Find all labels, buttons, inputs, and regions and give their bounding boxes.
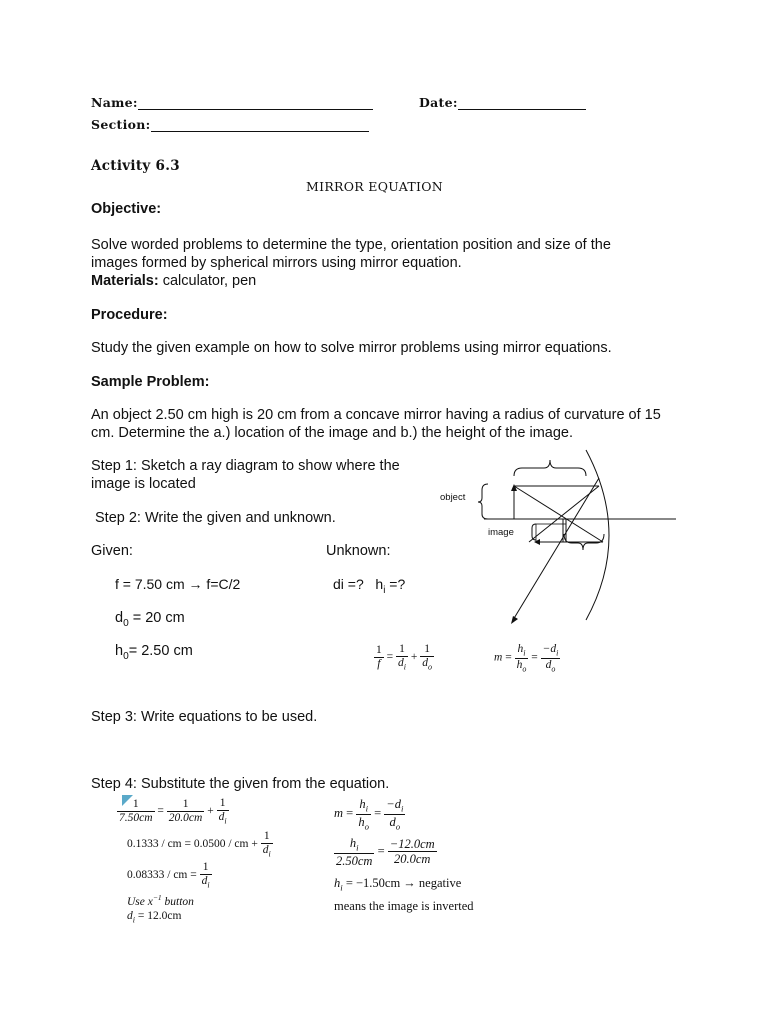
name-field[interactable] [91,95,373,110]
name-label: Name: [91,95,138,110]
step2-text: Step 2: Write the given and unknown. [95,510,336,526]
procedure-text: Study the given example on how to solve mirror problems using mirror equations. [91,340,612,356]
section-label: Section: [91,117,151,132]
solution-hint: Use $x^{-1}$ button [127,893,194,908]
object-label: object [440,492,466,503]
given-do: $d_0 = 20$ cm [115,610,185,629]
name-blank[interactable] [138,97,373,110]
magnification-equation: m = $\frac{h_i}{h_o}$ = $\frac{-d_i}{d_o}$ [494,643,559,673]
sample-heading: Sample Problem: [91,374,210,390]
mirror-equation: $\frac{1}{f}$ = $\frac{1}{d_i}$ + $\frac{1}{d_o}$ [376,643,433,672]
materials-line [91,273,256,289]
unknown-label: Unknown: [326,543,391,559]
step1-line2: image is located [91,476,196,492]
sample-line2: cm. Determine the a.) location of the image and b.) the height of the image. [91,425,573,441]
objective-heading: Objective: [91,201,162,217]
solution-line3: 0.08333 / cm = $\frac{1}{d_i}$ [127,861,210,890]
conclusion: means the image is inverted [334,899,474,913]
unknown-values [333,576,405,596]
materials-value: calculator, pen [158,273,257,289]
step1-line1: Step 1: Sketch a ray diagram to show where the [91,458,400,474]
step3-text: Step 3: Write equations to be used. [91,709,318,725]
activity-title: MIRROR EQUATION [306,179,444,194]
ray-long [513,478,599,620]
objective-line1: Solve worded problems to determine the type, orientation position and size of the [91,237,611,253]
activity-number: Activity 6.3 [91,158,180,174]
concave-mirror [586,450,609,620]
unknown-hi: $h_i$ =? [375,576,406,596]
procedure-heading: Procedure: [91,307,168,323]
given-ho: $h_0= 2.50$ cm [115,643,193,662]
height-substitution: $\frac{h_i}{2.50cm}$ = $\frac{-12.0cm}{20.0cm}$ [336,836,435,868]
given-label: Given: [91,543,133,559]
ray-long-head [511,616,518,624]
solution-line2: 0.1333 / cm = 0.0500 / cm + $\frac{1}{d_i}$ [127,830,271,859]
materials-label: Materials: [91,273,159,289]
object-brace [478,484,488,519]
top-brace [514,460,586,476]
step4-text: Step 4: Substitute the given from the equation. [91,776,390,792]
image-label: image [488,527,514,538]
date-label: Date: [419,95,458,110]
section-field[interactable] [91,117,369,132]
section-blank[interactable] [151,119,369,132]
unknown-di: di =? [333,576,364,592]
objective-line2: images formed by spherical mirrors using mirror equation. [91,255,462,271]
ray-diagram [436,448,680,628]
solution-result: $d_i = 12.0cm$ [127,910,182,925]
sample-line1: An object 2.50 cm high is 20 cm from a concave mirror having a radius of curvature of 15 [91,407,661,423]
date-blank[interactable] [458,97,586,110]
solution-line1: $\frac{1}{7.50cm}$ = $\frac{1}{20.0cm}$ + $\frac{1}{d_i}$ [119,797,227,826]
given-f: f = 7.50 cm → f=C/2 [115,576,241,592]
height-result: $h_i = -1.50cm$ → negative [334,876,462,893]
magnification-substitution: m = $\frac{h_i}{h_o}$ = $\frac{-d_i}{d_o}$ [334,797,404,832]
date-field[interactable] [419,95,586,110]
